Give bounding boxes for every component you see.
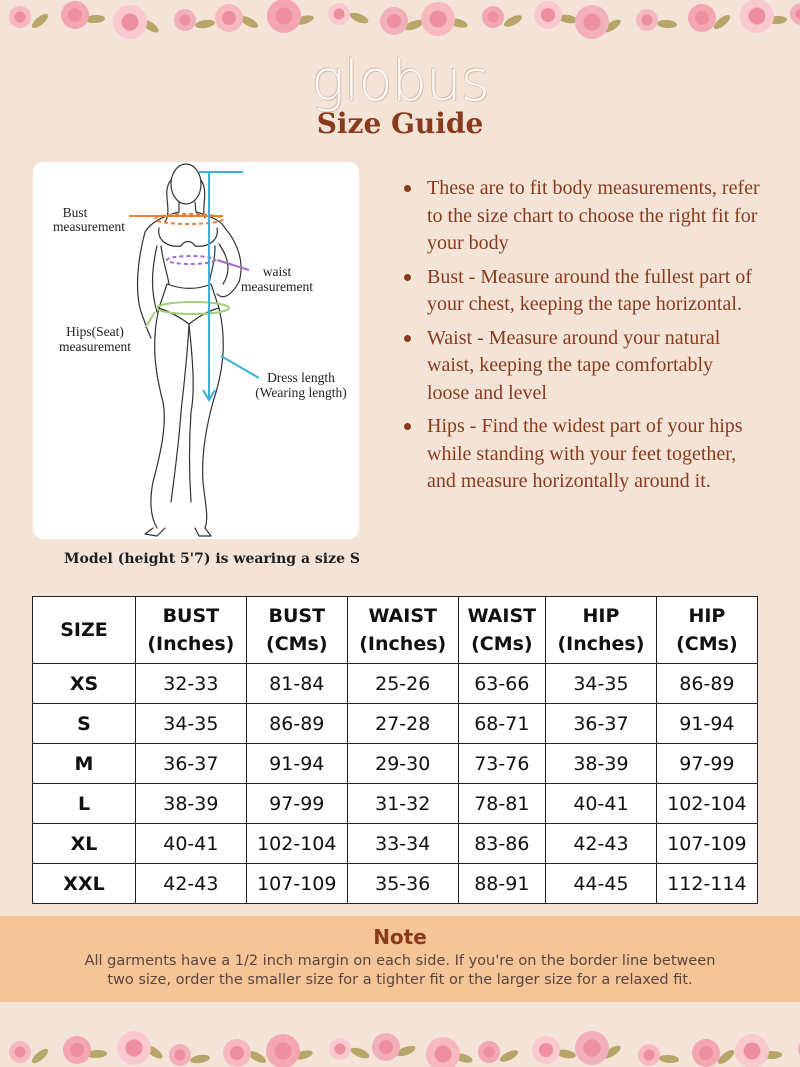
measurement-cell: 36-37	[546, 704, 657, 744]
bullet-icon	[404, 185, 411, 192]
size-label-cell: M	[33, 744, 136, 784]
bullet-icon	[404, 423, 411, 430]
measurement-figure-card	[33, 162, 359, 539]
rose-center-decoration	[175, 1050, 186, 1061]
measurement-cell: 91-94	[246, 744, 347, 784]
rose-center-decoration	[387, 14, 401, 28]
measurement-cell: 102-104	[246, 824, 347, 864]
instruction-item	[400, 413, 760, 496]
measurement-cell: 86-89	[246, 704, 347, 744]
instruction-item	[400, 264, 760, 319]
rose-center-decoration	[584, 1040, 601, 1057]
length-label-1: Dress length	[267, 370, 335, 385]
rose-center-decoration	[484, 1047, 495, 1058]
instruction-text: Waist - Measure around your natural waist, keeping the tape comfortably loose and level	[427, 326, 721, 404]
size-label-cell: S	[33, 704, 136, 744]
header-waist-cms: WAIST (CMs)	[458, 597, 546, 664]
bust-label-2: measurement	[53, 219, 125, 234]
rose-center-decoration	[749, 8, 766, 25]
rose-center-decoration	[334, 9, 345, 20]
rose-center-decoration	[379, 1040, 393, 1054]
measurement-cell: 97-99	[246, 784, 347, 824]
rose-center-decoration	[430, 11, 447, 28]
instruction-item	[400, 325, 760, 408]
table-row	[33, 704, 758, 744]
measurement-cell: 40-41	[136, 824, 247, 864]
measurement-cell: 34-35	[136, 704, 247, 744]
leaf-decoration	[189, 1053, 210, 1064]
rose-center-decoration	[335, 1044, 346, 1055]
rose-center-decoration	[644, 1050, 655, 1061]
measurement-cell: 33-34	[347, 824, 458, 864]
instruction-text: These are to fit body measurements, refer to the size chart to choose the right fit for your body	[427, 177, 760, 254]
model-caption: Model (height 5'7) is wearing a size S	[64, 551, 360, 567]
rose-center-decoration	[126, 1040, 143, 1057]
note-section	[0, 916, 800, 1002]
measurement-cell: 78-81	[458, 784, 546, 824]
rose-center-decoration	[584, 14, 601, 31]
measurement-cell: 34-35	[546, 664, 657, 704]
hips-label-2: measurement	[59, 339, 131, 354]
rose-center-decoration	[180, 15, 191, 26]
length-label-2: (Wearing length)	[255, 385, 347, 400]
floral-border-bottom	[0, 1027, 800, 1067]
floral-border-top	[0, 0, 800, 48]
waist-label-1: waist	[262, 264, 292, 279]
rose-center-decoration	[68, 8, 82, 22]
size-label-cell: L	[33, 784, 136, 824]
leaf-decoration	[30, 1047, 50, 1066]
rose-center-decoration	[435, 1046, 452, 1063]
measurement-cell: 38-39	[546, 744, 657, 784]
table-row	[33, 824, 758, 864]
measurement-cell: 32-33	[136, 664, 247, 704]
measurement-instructions	[400, 175, 760, 502]
rose-center-decoration	[276, 8, 293, 25]
rose-center-decoration	[539, 1043, 553, 1057]
rose-center-decoration	[15, 1047, 26, 1058]
measurement-cell: 44-45	[546, 864, 657, 904]
instruction-item	[400, 175, 760, 258]
waist-label-2: measurement	[241, 279, 313, 294]
measurement-cell: 42-43	[136, 864, 247, 904]
leaf-decoration	[348, 11, 370, 26]
size-chart-table	[32, 596, 758, 904]
table-row	[33, 664, 758, 704]
rose-center-decoration	[230, 1046, 244, 1060]
header-bust-cms: BUST (CMs)	[246, 597, 347, 664]
rose-center-decoration	[695, 11, 709, 25]
rose-center-decoration	[642, 15, 653, 26]
measurement-cell: 102-104	[656, 784, 757, 824]
rose-center-decoration	[541, 8, 555, 22]
measurement-cell: 91-94	[656, 704, 757, 744]
measurement-cell: 29-30	[347, 744, 458, 784]
table-row	[33, 864, 758, 904]
measurement-cell: 107-109	[246, 864, 347, 904]
measurement-cell: 40-41	[546, 784, 657, 824]
measurement-cell: 97-99	[656, 744, 757, 784]
leaf-decoration	[349, 1046, 371, 1061]
rose-center-decoration	[744, 1043, 761, 1060]
table-row	[33, 784, 758, 824]
leaf-decoration	[657, 19, 678, 28]
leaf-decoration	[502, 13, 523, 29]
body-figure-illustration	[33, 162, 359, 539]
measurement-cell: 112-114	[656, 864, 757, 904]
measurement-cell: 107-109	[656, 824, 757, 864]
measurement-cell: 25-26	[347, 664, 458, 704]
bullet-icon	[404, 274, 411, 281]
measurement-cell: 81-84	[246, 664, 347, 704]
table-row	[33, 744, 758, 784]
instruction-text: Bust - Measure around the fullest part of your chest, keeping the tape horizontal.	[427, 265, 752, 315]
measurement-cell: 88-91	[458, 864, 546, 904]
measurement-cell: 83-86	[458, 824, 546, 864]
rose-center-decoration	[122, 14, 139, 31]
measurement-cell: 42-43	[546, 824, 657, 864]
hips-label-1: Hips(Seat)	[66, 324, 124, 339]
leaf-decoration	[194, 18, 215, 29]
header-bust-inches: BUST (Inches)	[136, 597, 247, 664]
note-title: Note	[373, 925, 427, 949]
bust-label-1: Bust	[62, 205, 88, 220]
brand-logo: globus	[311, 49, 489, 114]
header-hip-inches: HIP (Inches)	[546, 597, 657, 664]
leaf-decoration	[498, 1048, 519, 1064]
measurement-cell: 68-71	[458, 704, 546, 744]
measurement-cell: 31-32	[347, 784, 458, 824]
page-title: Size Guide	[316, 107, 484, 140]
rose-center-decoration	[275, 1043, 292, 1060]
measurement-cell: 27-28	[347, 704, 458, 744]
rose-center-decoration	[15, 12, 26, 23]
bullet-icon	[404, 335, 411, 342]
rose-center-decoration	[699, 1046, 713, 1060]
instruction-text: Hips - Find the widest part of your hips while standing with your feet together, and measure horizontally around it.	[427, 415, 743, 492]
measurement-cell: 38-39	[136, 784, 247, 824]
rose-center-decoration	[70, 1043, 84, 1057]
header-waist-inches: WAIST (Inches)	[347, 597, 458, 664]
measurement-cell: 36-37	[136, 744, 247, 784]
table-header-row	[33, 597, 758, 664]
leaf-decoration	[30, 12, 50, 31]
note-text: All garments have a 1/2 inch margin on each side. If you're on the border line between two size, order the smaller size for a tighter fit or the larger size for a relaxed fit.	[84, 953, 716, 988]
size-label-cell: XXL	[33, 864, 136, 904]
leaf-decoration	[659, 1054, 680, 1063]
header-size: SIZE	[33, 597, 136, 664]
rose-center-decoration	[222, 11, 236, 25]
measurement-cell: 63-66	[458, 664, 546, 704]
size-label-cell: XS	[33, 664, 136, 704]
rose-center-decoration	[488, 12, 499, 23]
size-label-cell: XL	[33, 824, 136, 864]
measurement-cell: 35-36	[347, 864, 458, 904]
header-hip-cms: HIP (CMs)	[656, 597, 757, 664]
measurement-cell: 86-89	[656, 664, 757, 704]
measurement-cell: 73-76	[458, 744, 546, 784]
